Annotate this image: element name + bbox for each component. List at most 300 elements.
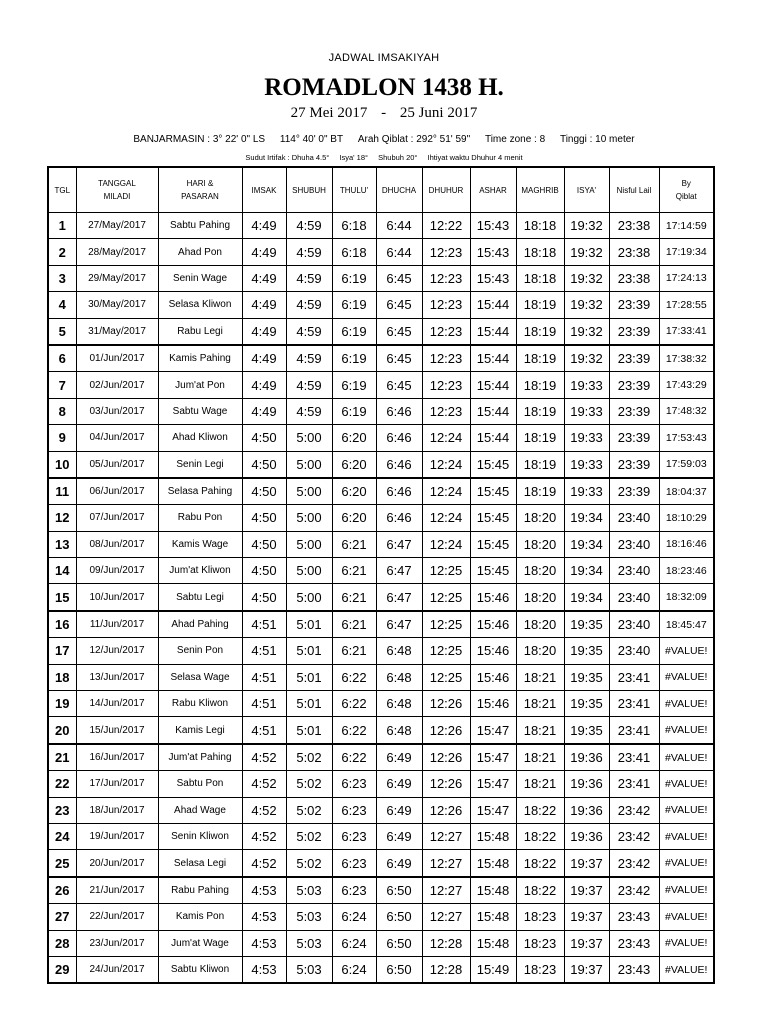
cell-isya: 19:36 — [564, 744, 609, 771]
cell-qiblat: #VALUE! — [659, 956, 714, 983]
cell-isya: 19:34 — [564, 531, 609, 557]
cell-dhuhur: 12:22 — [422, 213, 470, 239]
cell-date: 27/May/2017 — [76, 213, 158, 239]
cell-dhuhur: 12:25 — [422, 638, 470, 664]
altitude: Tinggi : 10 meter — [559, 134, 635, 145]
cell-imsak: 4:50 — [242, 425, 286, 451]
cell-ashar: 15:45 — [470, 505, 516, 531]
cell-thulu: 6:20 — [332, 478, 376, 505]
cell-shubuh: 5:02 — [286, 797, 332, 823]
cell-isya: 19:32 — [564, 292, 609, 318]
cell-date: 28/May/2017 — [76, 239, 158, 265]
cell-isya: 19:33 — [564, 425, 609, 451]
cell-isya: 19:34 — [564, 584, 609, 611]
cell-shubuh: 4:59 — [286, 398, 332, 424]
cell-maghrib: 18:18 — [516, 239, 564, 265]
col-header-hari-line2: PASARAN — [181, 192, 219, 201]
cell-shubuh: 5:03 — [286, 904, 332, 930]
table-row — [48, 611, 714, 638]
col-header-isya: ISYA' — [564, 167, 609, 213]
table-row — [48, 239, 714, 265]
cell-thulu: 6:22 — [332, 717, 376, 744]
cell-nisful-lail: 23:39 — [609, 451, 659, 478]
col-header-hari — [158, 167, 242, 213]
cell-dhuhur: 12:26 — [422, 717, 470, 744]
cell-isya: 19:37 — [564, 877, 609, 904]
cell-imsak: 4:50 — [242, 451, 286, 478]
cell-dhucha: 6:45 — [376, 292, 422, 318]
table-row — [48, 638, 714, 664]
document-title: ROMADLON 1438 H. — [264, 74, 504, 101]
cell-imsak: 4:52 — [242, 771, 286, 797]
cell-qiblat: #VALUE! — [659, 771, 714, 797]
cell-maghrib: 18:18 — [516, 213, 564, 239]
cell-ashar: 15:48 — [470, 904, 516, 930]
cell-thulu: 6:18 — [332, 239, 376, 265]
cell-thulu: 6:24 — [332, 930, 376, 956]
cell-tgl: 11 — [48, 478, 76, 505]
location-info — [0, 134, 768, 145]
cell-isya: 19:33 — [564, 398, 609, 424]
table-row — [48, 478, 714, 505]
cell-tgl: 15 — [48, 584, 76, 611]
cell-imsak: 4:52 — [242, 850, 286, 877]
cell-date: 08/Jun/2017 — [76, 531, 158, 557]
cell-dhuhur: 12:25 — [422, 558, 470, 584]
cell-qiblat: #VALUE! — [659, 691, 714, 717]
cell-ashar: 15:43 — [470, 265, 516, 291]
cell-ashar: 15:48 — [470, 877, 516, 904]
cell-nisful-lail: 23:42 — [609, 877, 659, 904]
table-header-row — [48, 167, 714, 213]
cell-tgl: 26 — [48, 877, 76, 904]
cell-maghrib: 18:19 — [516, 398, 564, 424]
cell-tgl: 21 — [48, 744, 76, 771]
cell-shubuh: 5:02 — [286, 771, 332, 797]
cell-qiblat: #VALUE! — [659, 638, 714, 664]
cell-shubuh: 5:02 — [286, 823, 332, 849]
cell-nisful-lail: 23:39 — [609, 345, 659, 372]
cell-isya: 19:35 — [564, 638, 609, 664]
date-start: 27 Mei 2017 — [290, 105, 368, 121]
cell-imsak: 4:49 — [242, 318, 286, 345]
cell-shubuh: 5:00 — [286, 531, 332, 557]
cell-thulu: 6:21 — [332, 638, 376, 664]
cell-dhucha: 6:46 — [376, 425, 422, 451]
cell-qiblat: 18:23:46 — [659, 558, 714, 584]
cell-shubuh: 5:00 — [286, 478, 332, 505]
cell-shubuh: 4:59 — [286, 292, 332, 318]
cell-ashar: 15:46 — [470, 691, 516, 717]
cell-maghrib: 18:20 — [516, 505, 564, 531]
cell-qiblat: #VALUE! — [659, 904, 714, 930]
cell-shubuh: 4:59 — [286, 318, 332, 345]
cell-dhucha: 6:45 — [376, 318, 422, 345]
cell-dhucha: 6:49 — [376, 823, 422, 849]
cell-tgl: 8 — [48, 398, 76, 424]
cell-pasaran: Kamis Wage — [158, 531, 242, 557]
cell-maghrib: 18:19 — [516, 451, 564, 478]
cell-isya: 19:35 — [564, 691, 609, 717]
cell-imsak: 4:49 — [242, 213, 286, 239]
cell-ashar: 15:44 — [470, 292, 516, 318]
cell-date: 18/Jun/2017 — [76, 797, 158, 823]
cell-tgl: 9 — [48, 425, 76, 451]
cell-thulu: 6:24 — [332, 956, 376, 983]
cell-pasaran: Senin Kliwon — [158, 823, 242, 849]
cell-thulu: 6:21 — [332, 584, 376, 611]
cell-pasaran: Ahad Kliwon — [158, 425, 242, 451]
cell-shubuh: 4:59 — [286, 265, 332, 291]
cell-date: 15/Jun/2017 — [76, 717, 158, 744]
cell-qiblat: 17:48:32 — [659, 398, 714, 424]
cell-isya: 19:34 — [564, 558, 609, 584]
cell-nisful-lail: 23:38 — [609, 239, 659, 265]
cell-nisful-lail: 23:41 — [609, 691, 659, 717]
cell-isya: 19:32 — [564, 265, 609, 291]
cell-date: 20/Jun/2017 — [76, 850, 158, 877]
cell-tgl: 28 — [48, 930, 76, 956]
cell-thulu: 6:24 — [332, 904, 376, 930]
cell-imsak: 4:49 — [242, 292, 286, 318]
qiblat-direction: Arah Qiblat : 292° 51' 59" — [357, 134, 471, 145]
cell-pasaran: Senin Legi — [158, 451, 242, 478]
cell-nisful-lail: 23:40 — [609, 584, 659, 611]
cell-dhuhur: 12:28 — [422, 930, 470, 956]
cell-pasaran: Jum'at Wage — [158, 930, 242, 956]
cell-dhuhur: 12:23 — [422, 265, 470, 291]
cell-nisful-lail: 23:40 — [609, 531, 659, 557]
cell-date: 03/Jun/2017 — [76, 398, 158, 424]
cell-tgl: 4 — [48, 292, 76, 318]
cell-maghrib: 18:21 — [516, 744, 564, 771]
cell-maghrib: 18:23 — [516, 930, 564, 956]
cell-dhuhur: 12:25 — [422, 664, 470, 690]
cell-imsak: 4:51 — [242, 691, 286, 717]
cell-maghrib: 18:20 — [516, 638, 564, 664]
cell-dhuhur: 12:27 — [422, 850, 470, 877]
cell-pasaran: Sabtu Kliwon — [158, 956, 242, 983]
cell-thulu: 6:23 — [332, 877, 376, 904]
cell-date: 29/May/2017 — [76, 265, 158, 291]
cell-date: 22/Jun/2017 — [76, 904, 158, 930]
cell-ashar: 15:48 — [470, 823, 516, 849]
cell-dhucha: 6:50 — [376, 877, 422, 904]
cell-tgl: 27 — [48, 904, 76, 930]
cell-imsak: 4:51 — [242, 717, 286, 744]
schedule-body — [48, 213, 714, 984]
cell-tgl: 2 — [48, 239, 76, 265]
cell-dhucha: 6:50 — [376, 904, 422, 930]
cell-imsak: 4:53 — [242, 877, 286, 904]
cell-pasaran: Rabu Kliwon — [158, 691, 242, 717]
cell-dhucha: 6:44 — [376, 213, 422, 239]
cell-date: 01/Jun/2017 — [76, 345, 158, 372]
cell-maghrib: 18:19 — [516, 425, 564, 451]
cell-nisful-lail: 23:39 — [609, 292, 659, 318]
cell-nisful-lail: 23:42 — [609, 823, 659, 849]
cell-maghrib: 18:19 — [516, 292, 564, 318]
cell-dhuhur: 12:26 — [422, 691, 470, 717]
cell-tgl: 12 — [48, 505, 76, 531]
cell-qiblat: 17:38:32 — [659, 345, 714, 372]
cell-dhuhur: 12:23 — [422, 318, 470, 345]
col-header-qiblat-line1: By — [681, 179, 691, 188]
cell-tgl: 10 — [48, 451, 76, 478]
cell-isya: 19:36 — [564, 797, 609, 823]
cell-pasaran: Sabtu Wage — [158, 398, 242, 424]
cell-ashar: 15:44 — [470, 372, 516, 398]
cell-shubuh: 5:02 — [286, 850, 332, 877]
col-header-ashar: ASHAR — [470, 167, 516, 213]
cell-pasaran: Senin Pon — [158, 638, 242, 664]
table-row — [48, 664, 714, 690]
cell-maghrib: 18:21 — [516, 717, 564, 744]
cell-tgl: 20 — [48, 717, 76, 744]
cell-dhuhur: 12:25 — [422, 611, 470, 638]
cell-nisful-lail: 23:42 — [609, 797, 659, 823]
cell-pasaran: Rabu Pon — [158, 505, 242, 531]
col-header-dhuhur: DHUHUR — [422, 167, 470, 213]
schedule-table — [47, 166, 715, 984]
cell-thulu: 6:19 — [332, 292, 376, 318]
cell-maghrib: 18:21 — [516, 664, 564, 690]
cell-maghrib: 18:18 — [516, 265, 564, 291]
cell-isya: 19:33 — [564, 478, 609, 505]
cell-imsak: 4:51 — [242, 638, 286, 664]
document-subtitle: JADWAL IMSAKIYAH — [328, 52, 440, 64]
cell-date: 02/Jun/2017 — [76, 372, 158, 398]
cell-isya: 19:32 — [564, 318, 609, 345]
cell-imsak: 4:50 — [242, 478, 286, 505]
cell-imsak: 4:49 — [242, 345, 286, 372]
cell-thulu: 6:19 — [332, 372, 376, 398]
cell-nisful-lail: 23:39 — [609, 478, 659, 505]
col-header-tanggal-line2: MILADI — [103, 192, 131, 201]
cell-isya: 19:33 — [564, 451, 609, 478]
angle-info — [0, 153, 768, 162]
cell-nisful-lail: 23:39 — [609, 372, 659, 398]
cell-ashar: 15:44 — [470, 425, 516, 451]
cell-pasaran: Sabtu Legi — [158, 584, 242, 611]
cell-dhuhur: 12:24 — [422, 531, 470, 557]
cell-imsak: 4:49 — [242, 372, 286, 398]
cell-tgl: 1 — [48, 213, 76, 239]
cell-isya: 19:35 — [564, 611, 609, 638]
cell-shubuh: 5:03 — [286, 877, 332, 904]
cell-nisful-lail: 23:40 — [609, 558, 659, 584]
cell-thulu: 6:23 — [332, 823, 376, 849]
location-latitude: BANJARMASIN : 3° 22' 0" LS — [133, 134, 266, 145]
table-row — [48, 717, 714, 744]
table-row — [48, 398, 714, 424]
cell-ashar: 15:48 — [470, 850, 516, 877]
cell-isya: 19:37 — [564, 956, 609, 983]
cell-tgl: 14 — [48, 558, 76, 584]
cell-imsak: 4:49 — [242, 265, 286, 291]
cell-imsak: 4:53 — [242, 904, 286, 930]
cell-maghrib: 18:19 — [516, 372, 564, 398]
cell-pasaran: Rabu Legi — [158, 318, 242, 345]
cell-imsak: 4:50 — [242, 584, 286, 611]
cell-nisful-lail: 23:38 — [609, 213, 659, 239]
cell-maghrib: 18:19 — [516, 318, 564, 345]
cell-nisful-lail: 23:40 — [609, 611, 659, 638]
table-row — [48, 877, 714, 904]
table-row — [48, 930, 714, 956]
cell-thulu: 6:20 — [332, 425, 376, 451]
cell-imsak: 4:50 — [242, 505, 286, 531]
col-header-tgl: TGL — [48, 167, 76, 213]
cell-isya: 19:32 — [564, 345, 609, 372]
cell-tgl: 5 — [48, 318, 76, 345]
cell-nisful-lail: 23:41 — [609, 744, 659, 771]
angle-isya: Isya' 18° — [339, 153, 369, 162]
cell-qiblat: 17:24:13 — [659, 265, 714, 291]
cell-dhucha: 6:47 — [376, 531, 422, 557]
cell-tgl: 13 — [48, 531, 76, 557]
cell-maghrib: 18:23 — [516, 904, 564, 930]
cell-ashar: 15:46 — [470, 611, 516, 638]
cell-dhucha: 6:48 — [376, 717, 422, 744]
cell-tgl: 7 — [48, 372, 76, 398]
cell-date: 09/Jun/2017 — [76, 558, 158, 584]
cell-ashar: 15:46 — [470, 638, 516, 664]
cell-imsak: 4:51 — [242, 611, 286, 638]
cell-dhucha: 6:46 — [376, 398, 422, 424]
cell-dhuhur: 12:23 — [422, 292, 470, 318]
cell-date: 31/May/2017 — [76, 318, 158, 345]
cell-dhuhur: 12:27 — [422, 904, 470, 930]
cell-maghrib: 18:22 — [516, 797, 564, 823]
cell-pasaran: Ahad Pon — [158, 239, 242, 265]
cell-qiblat: 18:45:47 — [659, 611, 714, 638]
table-row — [48, 558, 714, 584]
table-row — [48, 213, 714, 239]
cell-thulu: 6:20 — [332, 505, 376, 531]
cell-pasaran: Sabtu Pon — [158, 771, 242, 797]
cell-shubuh: 5:01 — [286, 717, 332, 744]
table-row — [48, 531, 714, 557]
col-header-thulu: THULU' — [332, 167, 376, 213]
cell-nisful-lail: 23:39 — [609, 398, 659, 424]
cell-ashar: 15:43 — [470, 239, 516, 265]
cell-shubuh: 5:00 — [286, 505, 332, 531]
cell-dhucha: 6:46 — [376, 478, 422, 505]
cell-pasaran: Selasa Kliwon — [158, 292, 242, 318]
cell-nisful-lail: 23:43 — [609, 930, 659, 956]
cell-dhuhur: 12:23 — [422, 372, 470, 398]
cell-thulu: 6:19 — [332, 265, 376, 291]
cell-date: 07/Jun/2017 — [76, 505, 158, 531]
cell-ashar: 15:45 — [470, 478, 516, 505]
cell-date: 13/Jun/2017 — [76, 664, 158, 690]
cell-nisful-lail: 23:41 — [609, 664, 659, 690]
cell-maghrib: 18:21 — [516, 771, 564, 797]
cell-dhuhur: 12:24 — [422, 478, 470, 505]
cell-tgl: 3 — [48, 265, 76, 291]
cell-date: 14/Jun/2017 — [76, 691, 158, 717]
cell-maghrib: 18:23 — [516, 956, 564, 983]
cell-shubuh: 5:01 — [286, 611, 332, 638]
cell-shubuh: 5:01 — [286, 664, 332, 690]
cell-pasaran: Jum'at Kliwon — [158, 558, 242, 584]
table-row — [48, 318, 714, 345]
table-row — [48, 771, 714, 797]
col-header-qiblat — [659, 167, 714, 213]
cell-thulu: 6:21 — [332, 611, 376, 638]
cell-shubuh: 4:59 — [286, 213, 332, 239]
cell-pasaran: Ahad Wage — [158, 797, 242, 823]
cell-date: 16/Jun/2017 — [76, 744, 158, 771]
cell-pasaran: Jum'at Pon — [158, 372, 242, 398]
col-header-maghrib: MAGHRIB — [516, 167, 564, 213]
cell-dhuhur: 12:24 — [422, 425, 470, 451]
cell-pasaran: Ahad Pahing — [158, 611, 242, 638]
cell-thulu: 6:22 — [332, 664, 376, 690]
ihtiyat-info: Ihtiyat waktu Dhuhur 4 menit — [427, 153, 523, 162]
cell-maghrib: 18:20 — [516, 584, 564, 611]
cell-maghrib: 18:22 — [516, 850, 564, 877]
cell-dhucha: 6:47 — [376, 611, 422, 638]
cell-ashar: 15:49 — [470, 956, 516, 983]
table-row — [48, 850, 714, 877]
cell-dhucha: 6:50 — [376, 930, 422, 956]
cell-dhucha: 6:49 — [376, 850, 422, 877]
cell-shubuh: 5:01 — [286, 638, 332, 664]
cell-isya: 19:37 — [564, 850, 609, 877]
cell-qiblat: 17:28:55 — [659, 292, 714, 318]
col-header-hari-line1: HARI & — [186, 179, 214, 188]
cell-dhuhur: 12:25 — [422, 584, 470, 611]
cell-shubuh: 5:00 — [286, 558, 332, 584]
cell-imsak: 4:49 — [242, 239, 286, 265]
cell-dhucha: 6:49 — [376, 771, 422, 797]
table-row — [48, 345, 714, 372]
col-header-qiblat-line2: Qiblat — [675, 192, 697, 201]
cell-imsak: 4:52 — [242, 823, 286, 849]
cell-tgl: 18 — [48, 664, 76, 690]
cell-ashar: 15:47 — [470, 797, 516, 823]
cell-maghrib: 18:21 — [516, 691, 564, 717]
col-header-shubuh: SHUBUH — [286, 167, 332, 213]
cell-thulu: 6:19 — [332, 345, 376, 372]
cell-dhuhur: 12:26 — [422, 797, 470, 823]
location-longitude: 114° 40' 0" BT — [279, 134, 344, 145]
cell-tgl: 22 — [48, 771, 76, 797]
cell-date: 24/Jun/2017 — [76, 956, 158, 983]
cell-thulu: 6:18 — [332, 213, 376, 239]
cell-dhucha: 6:48 — [376, 638, 422, 664]
cell-maghrib: 18:19 — [516, 345, 564, 372]
cell-dhucha: 6:45 — [376, 345, 422, 372]
cell-pasaran: Senin Wage — [158, 265, 242, 291]
cell-shubuh: 5:01 — [286, 691, 332, 717]
cell-dhuhur: 12:23 — [422, 239, 470, 265]
table-row — [48, 265, 714, 291]
cell-imsak: 4:49 — [242, 398, 286, 424]
cell-dhucha: 6:48 — [376, 691, 422, 717]
cell-thulu: 6:23 — [332, 771, 376, 797]
cell-isya: 19:32 — [564, 213, 609, 239]
cell-ashar: 15:46 — [470, 584, 516, 611]
date-end: 25 Juni 2017 — [399, 105, 478, 121]
cell-dhucha: 6:49 — [376, 744, 422, 771]
cell-isya: 19:34 — [564, 505, 609, 531]
cell-imsak: 4:52 — [242, 797, 286, 823]
cell-dhucha: 6:48 — [376, 664, 422, 690]
cell-dhucha: 6:46 — [376, 451, 422, 478]
